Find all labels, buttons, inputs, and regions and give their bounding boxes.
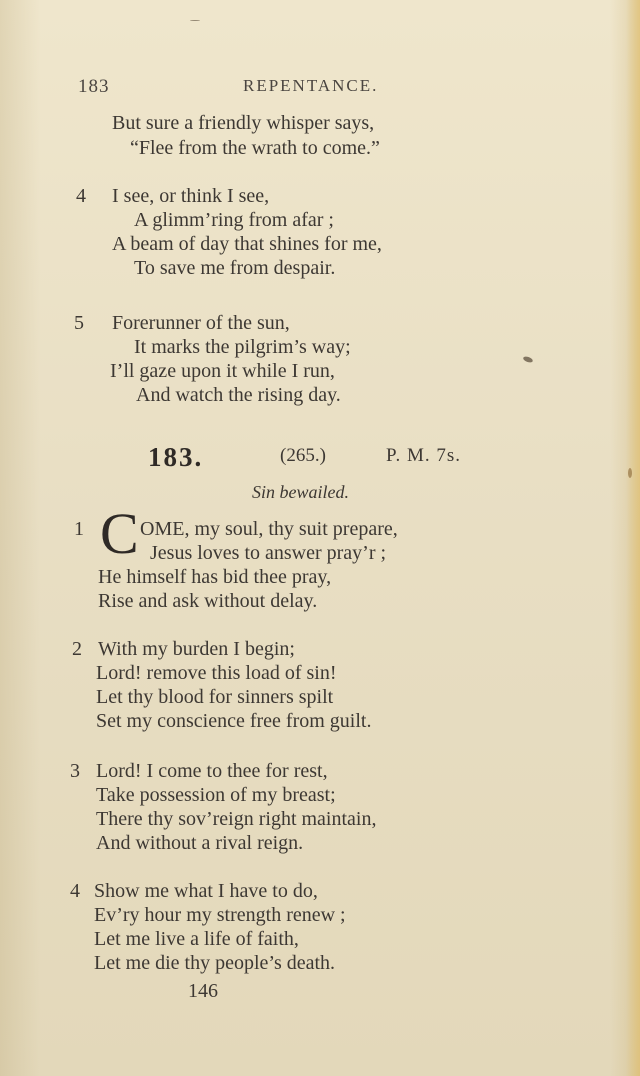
folio-number: 146	[188, 980, 218, 1002]
stanza-number: 4	[76, 185, 86, 207]
verse-line: Lord! I come to thee for rest,	[96, 760, 328, 782]
verse-line: Set my conscience free from guilt.	[96, 710, 372, 732]
verse-line: And watch the rising day.	[136, 384, 341, 406]
verse-line: “Flee from the wrath to come.”	[130, 137, 380, 159]
page-edge-shading	[626, 0, 640, 1076]
running-head: REPENTANCE.	[243, 76, 379, 95]
drop-cap: C	[100, 501, 139, 566]
verse-line: To save me from despair.	[134, 257, 336, 279]
verse-line: Let me die thy people’s death.	[94, 952, 336, 974]
ink-blemish	[522, 355, 533, 363]
stanza-number: 2	[72, 638, 82, 660]
verse-line: Lord! remove this load of sin!	[96, 662, 337, 684]
verse-line: With my burden I begin;	[98, 638, 295, 660]
stanza-number: 3	[70, 760, 80, 782]
verse-line: I’ll gaze upon it while I run,	[110, 360, 335, 382]
verse-line: Let thy blood for sinners spilt	[96, 686, 334, 708]
verse-line: Forerunner of the sun,	[112, 312, 290, 334]
verse-line: Jesus loves to answer pray’r ;	[150, 542, 387, 564]
verse-line: Show me what I have to do,	[94, 880, 318, 902]
verse-line: And without a rival reign.	[96, 832, 304, 854]
hymn-heading	[148, 442, 508, 470]
verse-line: OME, my soul, thy suit prepare,	[140, 518, 398, 540]
stanza-number: 4	[70, 880, 80, 902]
verse-line: Take possession of my breast;	[96, 784, 336, 806]
stanza-number: 1	[74, 518, 84, 540]
verse-line: There thy sov’reign right maintain,	[96, 808, 377, 830]
page-number: 183	[78, 76, 110, 97]
hymn-title: Sin bewailed.	[252, 482, 349, 502]
hymn-number: 183.	[148, 442, 204, 472]
verse-line: I see, or think I see,	[112, 185, 270, 207]
verse-line: Rise and ask without delay.	[98, 590, 318, 612]
verse-line: He himself has bid thee pray,	[98, 566, 332, 588]
verse-line: Ev’ry hour my strength renew ;	[94, 904, 346, 926]
ink-blemish	[190, 20, 200, 21]
verse-line: A glimm’ring from afar ;	[134, 209, 334, 231]
verse-line: A beam of day that shines for me,	[112, 233, 382, 255]
hymn-meter: P. M. 7s.	[386, 445, 461, 466]
hymn-alt-number: (265.)	[280, 445, 326, 466]
verse-line: It marks the pilgrim’s way;	[134, 336, 351, 358]
verse-line: Let me live a life of faith,	[94, 928, 299, 950]
verse-line: But sure a friendly whisper says,	[112, 112, 375, 134]
stanza-number: 5	[74, 312, 84, 334]
running-header	[78, 76, 518, 100]
ink-blemish	[628, 468, 632, 478]
